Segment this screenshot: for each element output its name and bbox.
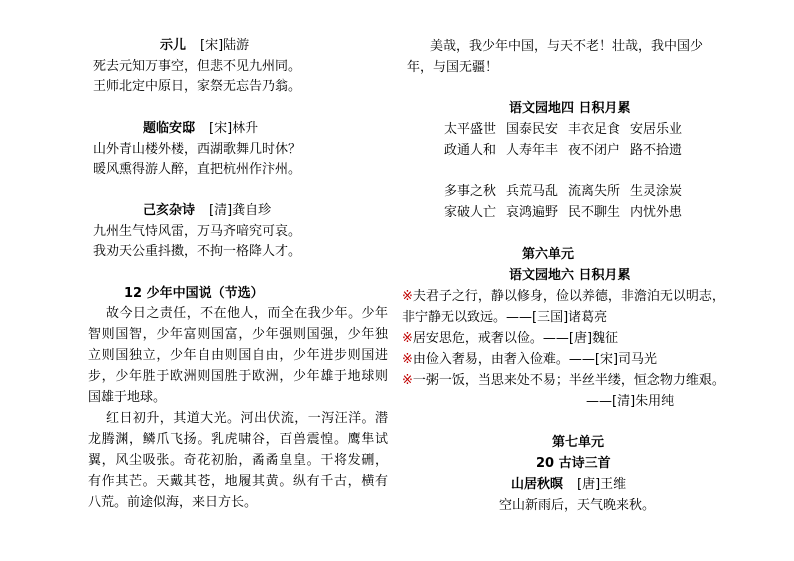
idiom: 人寿年丰 bbox=[506, 143, 559, 158]
essay-line: 八荒。前途似海，来日方长。 bbox=[88, 495, 258, 510]
essay-line-text: 故今日之责任，不在他人，而全在我少年。少年 bbox=[106, 306, 388, 321]
idiom: 国泰民安 bbox=[506, 122, 559, 137]
section-title-garden6: 语文园地六 日积月累 bbox=[509, 268, 631, 283]
quote-text: 夫君子之行，静以修身，俭以养德，非澹泊无以明志， bbox=[412, 289, 725, 304]
essay-line-text: 翼，风尘吸张。奇花初胎，矞矞皇皇。干将发硎， bbox=[88, 453, 388, 468]
essay-line: 美哉，我少年中国，与天不老！壮哉，我中国少 bbox=[430, 39, 704, 54]
section-title-garden4: 语文园地四 日积月累 bbox=[509, 101, 631, 116]
idiom: 路不拾遗 bbox=[630, 143, 683, 158]
essay-line-text: 龙腾渊，鳞爪飞扬。乳虎啸谷，百兽震惶。鹰隼试 bbox=[88, 432, 388, 447]
quote-line bbox=[402, 329, 618, 349]
idiom: 兵荒马乱 bbox=[506, 184, 559, 199]
essay-line bbox=[88, 430, 388, 450]
reference-mark-icon: ※ bbox=[402, 352, 413, 367]
poem-author: [清]龚自珍 bbox=[209, 203, 272, 218]
idiom: 夜不闭户 bbox=[568, 143, 621, 158]
poem-author: [宋]陆游 bbox=[200, 38, 250, 53]
poem-line: 暖风熏得游人醉，直把杭州作汴州。 bbox=[93, 162, 302, 177]
poem-author: [宋]林升 bbox=[209, 121, 259, 136]
essay-line bbox=[88, 304, 388, 324]
reference-mark-icon: ※ bbox=[402, 289, 413, 304]
idiom-row bbox=[444, 120, 682, 140]
idiom: 安居乐业 bbox=[630, 122, 683, 137]
poem-title-text: 题临安邸 bbox=[143, 121, 196, 136]
essay-line-text: 有作其芒。天戴其苍，地履其黄。纵有千古，横有 bbox=[88, 474, 388, 489]
essay-line-text: 立则国独立，少年自由则国自由，少年进步则国进 bbox=[88, 348, 388, 363]
poem-title-jihaizashi bbox=[143, 201, 271, 221]
poem-title-shier bbox=[160, 36, 249, 56]
poem-line: 山外青山楼外楼，西湖歌舞几时休？ bbox=[93, 142, 302, 157]
essay-line bbox=[88, 367, 388, 387]
unit-title-6: 第六单元 bbox=[522, 247, 575, 262]
lesson-title: 20 古诗三首 bbox=[536, 456, 611, 471]
poem-title-text: 山居秋暝 bbox=[511, 477, 564, 492]
quote-line bbox=[402, 371, 725, 391]
poem-line: 我劝天公重抖擞，不拘一格降人才。 bbox=[93, 244, 302, 259]
quote-text: 由俭入奢易，由奢入俭难。——[宋]司马光 bbox=[412, 352, 658, 367]
reference-mark-icon: ※ bbox=[402, 331, 413, 346]
essay-line-text: 红日初升，其道大光。河出伏流，一泻汪洋。潜 bbox=[106, 411, 388, 426]
idiom: 丰衣足食 bbox=[568, 122, 621, 137]
poem-title-shanjuqiuming bbox=[511, 475, 626, 495]
idiom-row bbox=[444, 141, 682, 161]
idiom: 内忧外患 bbox=[630, 205, 683, 220]
poem-author: [唐]王维 bbox=[577, 477, 627, 492]
essay-line bbox=[88, 325, 388, 345]
essay-line bbox=[88, 346, 388, 366]
reference-mark-icon: ※ bbox=[402, 373, 413, 388]
essay-line: 国雄于地球。 bbox=[88, 390, 167, 405]
essay-line bbox=[88, 409, 388, 429]
idiom: 生灵涂炭 bbox=[630, 184, 683, 199]
essay-line: 年，与国无疆！ bbox=[407, 60, 499, 75]
poem-line: 九州生气恃风雷，万马齐喑究可哀。 bbox=[93, 224, 302, 239]
essay-line-text: 步，少年胜于欧洲则国胜于欧洲，少年雄于地球则 bbox=[88, 369, 388, 384]
idiom: 太平盛世 bbox=[444, 122, 497, 137]
poem-line: 死去元知万事空，但悲不见九州同。 bbox=[93, 59, 302, 74]
idiom: 哀鸿遍野 bbox=[506, 205, 559, 220]
essay-title: 12 少年中国说（节选） bbox=[124, 286, 264, 301]
idiom: 政通人和 bbox=[444, 143, 497, 158]
idiom: 家破人亡 bbox=[444, 205, 497, 220]
poem-title-tilinanji bbox=[143, 119, 258, 139]
quote-attribution: ——[清]朱用纯 bbox=[586, 394, 675, 409]
essay-line bbox=[88, 451, 388, 471]
quote-line bbox=[402, 350, 657, 370]
quote-line: 非宁静无以致远。——[三国]诸葛亮 bbox=[402, 310, 608, 325]
quote-line bbox=[402, 287, 774, 307]
essay-line bbox=[88, 472, 388, 492]
poem-title-text: 己亥杂诗 bbox=[143, 203, 196, 218]
quote-text: 居安思危，戒奢以俭。——[唐]魏征 bbox=[412, 331, 619, 346]
idiom: 多事之秋 bbox=[444, 184, 497, 199]
idiom: 民不聊生 bbox=[568, 205, 621, 220]
poem-line: 王师北定中原日，家祭无忘告乃翁。 bbox=[93, 79, 302, 94]
unit-title-7: 第七单元 bbox=[552, 435, 605, 450]
idiom: 流离失所 bbox=[568, 184, 621, 199]
idiom-row bbox=[444, 182, 682, 202]
quote-text: 一粥一饭，当思来处不易；半丝半缕，恒念物力维艰。 bbox=[412, 373, 725, 388]
poem-line: 空山新雨后，天气晚来秋。 bbox=[499, 498, 656, 513]
idiom-row bbox=[444, 203, 682, 223]
essay-line-text: 智则国智，少年富则国富，少年强则国强，少年独 bbox=[88, 327, 388, 342]
poem-title-text: 示儿 bbox=[160, 38, 187, 53]
